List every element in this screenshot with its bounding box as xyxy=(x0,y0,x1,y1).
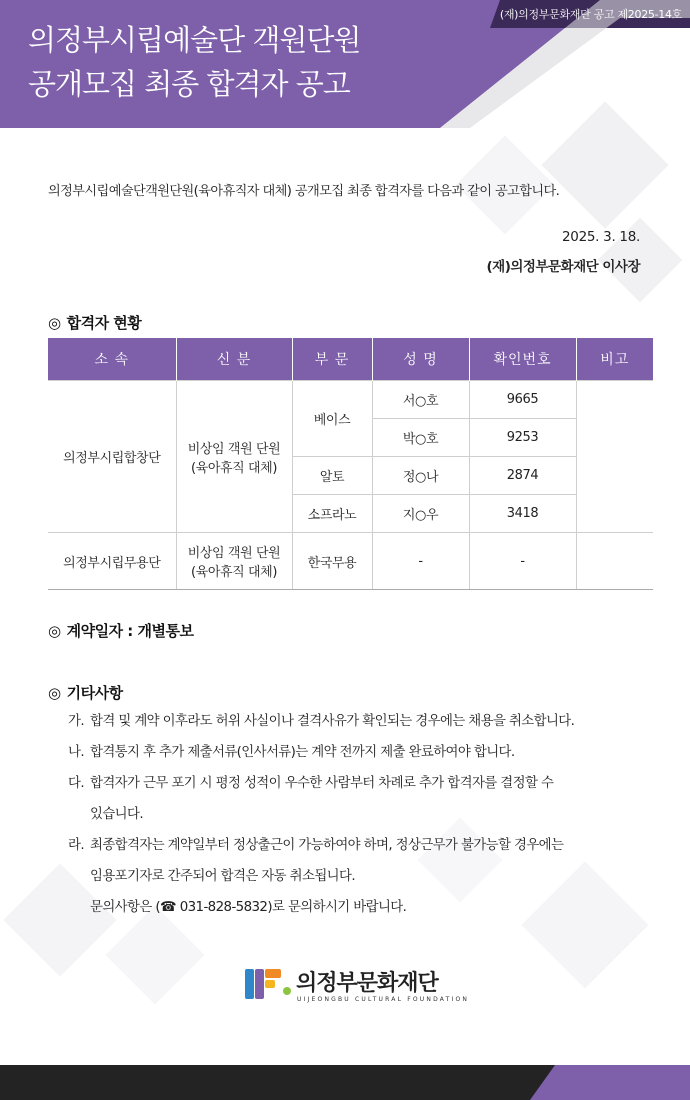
code-cell: 9253 xyxy=(469,419,576,457)
list-item xyxy=(68,768,648,830)
code-cell: 2874 xyxy=(469,457,576,495)
remarks-cell xyxy=(576,381,653,533)
code-cell: 3418 xyxy=(469,495,576,533)
title-line-1: 의정부시립예술단 객원단원 xyxy=(28,23,361,57)
item-label: 다. xyxy=(68,776,84,791)
footer-bar xyxy=(0,1065,690,1100)
list-item xyxy=(68,830,648,892)
item-text: 최종합격자는 계약일부터 정상출근이 가능하여야 하며, 정상근무가 불가능할 경우에는 xyxy=(90,838,564,853)
part-cell: 소프라노 xyxy=(292,495,372,533)
name-cell: 정○나 xyxy=(372,457,469,495)
intro-text: 의정부시립예술단객원단원(육아휴직자 대체) 공개모집 최종 합격자를 다음과 같이 공고합니다. xyxy=(48,184,560,199)
item-label: 라. xyxy=(68,838,84,853)
code-cell: 9665 xyxy=(469,381,576,419)
bullet-mark: ◎ xyxy=(48,314,61,332)
list-item xyxy=(68,737,648,768)
status-cell xyxy=(176,381,292,533)
signer: (재)의정부문화재단 이사장 xyxy=(486,259,640,275)
logo-subtitle: UIJEONGBU CULTURAL FOUNDATION xyxy=(297,996,470,1003)
item-label: 가. xyxy=(68,714,84,729)
affiliation-cell: 의정부시립무용단 xyxy=(48,533,176,590)
table-header-row xyxy=(48,338,653,381)
status-line: 비상임 객원 단원 xyxy=(187,441,281,457)
header-part: 부 문 xyxy=(292,338,372,381)
table-row xyxy=(48,381,653,419)
bullet-mark: ◎ xyxy=(48,622,61,640)
header-code: 확인번호 xyxy=(469,338,576,381)
document-number: (재)의정부문화재단 공고 제2025-14호 xyxy=(499,8,682,21)
name-cell: - xyxy=(372,533,469,590)
item-label: 나. xyxy=(68,745,84,760)
item-text: 합격 및 계약 이후라도 허위 사실이나 결격사유가 확인되는 경우에는 채용을 취소합니다. xyxy=(90,714,575,729)
section-other-heading xyxy=(48,682,123,703)
name-cell: 지○우 xyxy=(372,495,469,533)
page-title xyxy=(28,18,360,106)
part-cell: 한국무용 xyxy=(292,533,372,590)
other-items-list xyxy=(68,706,648,923)
code-cell: - xyxy=(469,533,576,590)
section-title: 기타사항 xyxy=(66,684,123,702)
item-text-cont: 임용포기자로 간주되어 합격은 자동 취소됩니다. xyxy=(90,869,355,884)
section-title: 합격자 현황 xyxy=(66,314,142,332)
item-text-cont: 있습니다. xyxy=(90,807,143,822)
status-line: 비상임 객원 단원 xyxy=(187,546,281,561)
footer-shape xyxy=(0,1065,690,1100)
item-text: 합격통지 후 추가 제출서류(인사서류)는 계약 전까지 제출 완료하여야 합니다. xyxy=(90,745,515,760)
bullet-mark: ◎ xyxy=(48,684,61,702)
affiliation-cell: 의정부시립합창단 xyxy=(48,381,176,533)
part-cell: 베이스 xyxy=(292,381,372,457)
part-cell: 알토 xyxy=(292,457,372,495)
remarks-cell xyxy=(576,533,653,590)
contact-note: 문의사항은 (☎ 031-828-5832)로 문의하시기 바랍니다. xyxy=(90,900,407,915)
section-contract-heading xyxy=(48,620,193,641)
header-banner xyxy=(0,0,690,130)
section-results-heading xyxy=(48,312,141,333)
name-cell: 서○호 xyxy=(372,381,469,419)
header-remarks: 비고 xyxy=(576,338,653,381)
table-row xyxy=(48,533,653,590)
logo-name: 의정부문화재단 xyxy=(296,971,438,996)
list-item xyxy=(68,706,648,737)
foundation-logo-icon xyxy=(243,967,293,1007)
header-affiliation: 소 속 xyxy=(48,338,176,381)
name-cell: 박○호 xyxy=(372,419,469,457)
header-name: 성 명 xyxy=(372,338,469,381)
header-status: 신 분 xyxy=(176,338,292,381)
status-line: (육아휴직 대체) xyxy=(190,565,278,580)
results-table xyxy=(48,338,653,590)
section-title: 계약일자 : 개별통보 xyxy=(66,622,194,640)
status-cell xyxy=(176,533,292,590)
status-line: (육아휴직 대체) xyxy=(190,460,278,476)
title-line-2: 공개모집 최종 합격자 공고 xyxy=(28,67,350,101)
item-text: 합격자가 근무 포기 시 평정 성적이 우수한 사람부터 차례로 추가 합격자를 결정할 수 xyxy=(90,776,554,791)
announcement-date: 2025. 3. 18. xyxy=(562,229,640,245)
